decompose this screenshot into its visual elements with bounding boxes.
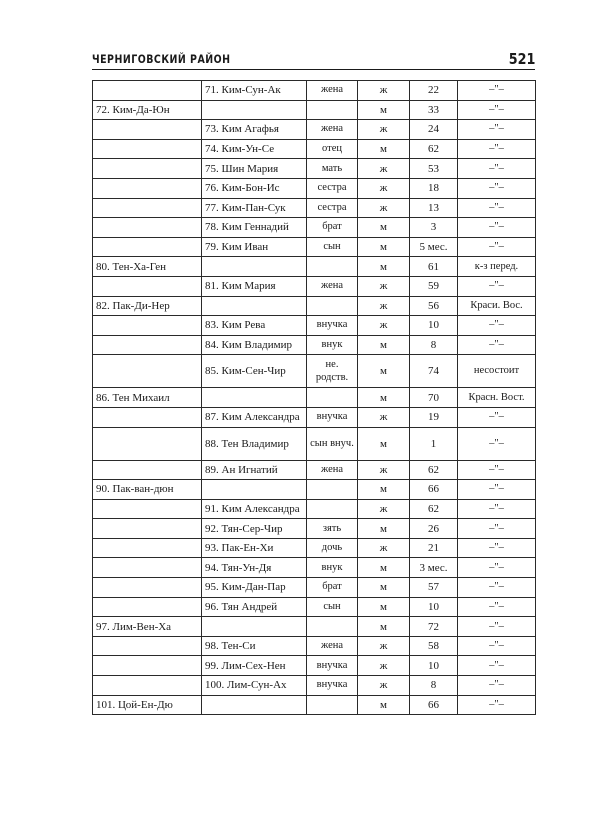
member-name-cell — [202, 695, 307, 715]
age-cell: 5 мес. — [410, 237, 458, 257]
note-cell: –"– — [458, 597, 536, 617]
relation-cell: зять — [307, 519, 358, 539]
age-cell: 33 — [410, 100, 458, 120]
age-cell: 66 — [410, 695, 458, 715]
note-cell: –"– — [458, 578, 536, 598]
relation-cell: внук — [307, 335, 358, 355]
note-cell: –"– — [458, 139, 536, 159]
note-cell: –"– — [458, 218, 536, 238]
table-row — [93, 159, 536, 179]
table-row — [93, 139, 536, 159]
note-cell: несостоит — [458, 355, 536, 388]
household-head-cell — [93, 198, 202, 218]
note-cell: –"– — [458, 81, 536, 101]
sex-cell: ж — [358, 676, 410, 696]
household-head-cell — [93, 178, 202, 198]
household-head-cell — [93, 139, 202, 159]
note-cell: –"– — [458, 460, 536, 480]
household-head-cell — [93, 427, 202, 460]
note-cell: –"– — [458, 276, 536, 296]
member-name-cell: 98. Тен-Си — [202, 636, 307, 656]
age-cell: 56 — [410, 296, 458, 316]
household-head-cell — [93, 276, 202, 296]
table-row — [93, 499, 536, 519]
household-head-cell — [93, 636, 202, 656]
sex-cell: м — [358, 695, 410, 715]
age-cell: 57 — [410, 578, 458, 598]
age-cell: 59 — [410, 276, 458, 296]
age-cell: 22 — [410, 81, 458, 101]
age-cell: 13 — [410, 198, 458, 218]
table-row — [93, 178, 536, 198]
table-row — [93, 100, 536, 120]
member-name-cell: 75. Шин Мария — [202, 159, 307, 179]
member-name-cell — [202, 480, 307, 500]
age-cell: 19 — [410, 407, 458, 427]
member-name-cell — [202, 296, 307, 316]
table-row — [93, 296, 536, 316]
table-row — [93, 695, 536, 715]
table-row — [93, 120, 536, 140]
sex-cell: ж — [358, 499, 410, 519]
table-row — [93, 538, 536, 558]
relation-cell: брат — [307, 218, 358, 238]
note-cell: –"– — [458, 198, 536, 218]
relation-cell: сын внуч. — [307, 427, 358, 460]
sex-cell: м — [358, 617, 410, 637]
note-cell: –"– — [458, 538, 536, 558]
note-cell: –"– — [458, 237, 536, 257]
member-name-cell: 99. Лим-Сех-Нен — [202, 656, 307, 676]
household-head-cell — [93, 237, 202, 257]
household-head-cell: 97. Лим-Вен-Ха — [93, 617, 202, 637]
member-name-cell: 92. Тян-Сер-Чир — [202, 519, 307, 539]
table-row — [93, 257, 536, 277]
note-cell: Красн. Вост. — [458, 388, 536, 408]
age-cell: 70 — [410, 388, 458, 408]
sex-cell: м — [358, 335, 410, 355]
table-row — [93, 676, 536, 696]
age-cell: 62 — [410, 139, 458, 159]
table-row — [93, 276, 536, 296]
household-head-cell: 72. Ким-Да-Юн — [93, 100, 202, 120]
age-cell: 21 — [410, 538, 458, 558]
sex-cell: ж — [358, 407, 410, 427]
table-row — [93, 578, 536, 598]
sex-cell: ж — [358, 636, 410, 656]
household-head-cell — [93, 676, 202, 696]
member-name-cell: 79. Ким Иван — [202, 237, 307, 257]
relation-cell — [307, 100, 358, 120]
age-cell: 74 — [410, 355, 458, 388]
table-row — [93, 355, 536, 388]
running-title: ЧЕРНИГОВСКИЙ РАЙОН — [92, 52, 231, 66]
table-row — [93, 460, 536, 480]
note-cell: –"– — [458, 617, 536, 637]
member-name-cell: 95. Ким-Дан-Пар — [202, 578, 307, 598]
relation-cell: внучка — [307, 407, 358, 427]
member-name-cell — [202, 617, 307, 637]
household-head-cell: 101. Цой-Ен-Дю — [93, 695, 202, 715]
sex-cell: ж — [358, 538, 410, 558]
household-head-cell — [93, 120, 202, 140]
table-row — [93, 407, 536, 427]
member-name-cell: 88. Тен Владимир — [202, 427, 307, 460]
member-name-cell: 76. Ким-Бон-Ис — [202, 178, 307, 198]
note-cell: Краси. Вос. — [458, 296, 536, 316]
household-head-cell: 82. Пак-Ди-Нер — [93, 296, 202, 316]
relation-cell: внучка — [307, 656, 358, 676]
sex-cell: м — [358, 519, 410, 539]
household-head-cell — [93, 499, 202, 519]
household-head-cell — [93, 407, 202, 427]
sex-cell: м — [358, 139, 410, 159]
table-row — [93, 617, 536, 637]
sex-cell: ж — [358, 81, 410, 101]
relation-cell: жена — [307, 276, 358, 296]
member-name-cell: 85. Ким-Сен-Чир — [202, 355, 307, 388]
member-name-cell: 73. Ким Агафья — [202, 120, 307, 140]
sex-cell: м — [358, 480, 410, 500]
age-cell: 72 — [410, 617, 458, 637]
note-cell: –"– — [458, 499, 536, 519]
note-cell: –"– — [458, 558, 536, 578]
sex-cell: ж — [358, 276, 410, 296]
relation-cell — [307, 695, 358, 715]
age-cell: 10 — [410, 656, 458, 676]
age-cell: 66 — [410, 480, 458, 500]
table-row — [93, 480, 536, 500]
relation-cell: внук — [307, 558, 358, 578]
household-head-cell — [93, 335, 202, 355]
note-cell: –"– — [458, 695, 536, 715]
age-cell: 58 — [410, 636, 458, 656]
household-head-cell — [93, 460, 202, 480]
sex-cell: м — [358, 237, 410, 257]
member-name-cell: 100. Лим-Сун-Ах — [202, 676, 307, 696]
relation-cell: отец — [307, 139, 358, 159]
sex-cell: ж — [358, 296, 410, 316]
table-row — [93, 218, 536, 238]
age-cell: 10 — [410, 597, 458, 617]
household-head-cell — [93, 316, 202, 336]
sex-cell: ж — [358, 178, 410, 198]
age-cell: 8 — [410, 676, 458, 696]
roster-body — [93, 81, 536, 715]
age-cell: 3 мес. — [410, 558, 458, 578]
sex-cell: м — [358, 558, 410, 578]
note-cell: к-з перед. — [458, 257, 536, 277]
age-cell: 3 — [410, 218, 458, 238]
member-name-cell: 96. Тян Андрей — [202, 597, 307, 617]
note-cell: –"– — [458, 676, 536, 696]
member-name-cell: 74. Ким-Ун-Се — [202, 139, 307, 159]
table-row — [93, 81, 536, 101]
table-row — [93, 636, 536, 656]
table-row — [93, 237, 536, 257]
household-head-cell: 86. Тен Михаил — [93, 388, 202, 408]
header-rule — [92, 69, 535, 70]
household-head-cell — [93, 656, 202, 676]
sex-cell: м — [358, 388, 410, 408]
member-name-cell: 89. Ан Игнатий — [202, 460, 307, 480]
member-name-cell — [202, 100, 307, 120]
note-cell: –"– — [458, 519, 536, 539]
table-row — [93, 388, 536, 408]
member-name-cell: 81. Ким Мария — [202, 276, 307, 296]
sex-cell: м — [358, 355, 410, 388]
page-header — [92, 44, 535, 70]
table-row — [93, 558, 536, 578]
age-cell: 24 — [410, 120, 458, 140]
household-head-cell — [93, 81, 202, 101]
note-cell: –"– — [458, 316, 536, 336]
relation-cell: сестра — [307, 198, 358, 218]
household-head-cell — [93, 218, 202, 238]
relation-cell — [307, 499, 358, 519]
member-name-cell: 94. Тян-Ун-Дя — [202, 558, 307, 578]
relation-cell: жена — [307, 460, 358, 480]
age-cell: 10 — [410, 316, 458, 336]
member-name-cell: 87. Ким Александра — [202, 407, 307, 427]
note-cell: –"– — [458, 407, 536, 427]
relation-cell: сестра — [307, 178, 358, 198]
sex-cell: м — [358, 100, 410, 120]
household-head-cell — [93, 538, 202, 558]
member-name-cell: 93. Пак-Ен-Хи — [202, 538, 307, 558]
sex-cell: ж — [358, 120, 410, 140]
table-row — [93, 427, 536, 460]
note-cell: –"– — [458, 100, 536, 120]
sex-cell: ж — [358, 198, 410, 218]
note-cell: –"– — [458, 427, 536, 460]
household-head-cell — [93, 597, 202, 617]
household-head-cell — [93, 519, 202, 539]
relation-cell — [307, 257, 358, 277]
relation-cell: внучка — [307, 676, 358, 696]
relation-cell: брат — [307, 578, 358, 598]
member-name-cell — [202, 257, 307, 277]
relation-cell: не. родств. — [307, 355, 358, 388]
note-cell: –"– — [458, 480, 536, 500]
relation-cell — [307, 296, 358, 316]
table-row — [93, 656, 536, 676]
relation-cell: внучка — [307, 316, 358, 336]
household-head-cell — [93, 159, 202, 179]
household-head-cell — [93, 558, 202, 578]
member-name-cell: 91. Ким Александра — [202, 499, 307, 519]
note-cell: –"– — [458, 636, 536, 656]
sex-cell: ж — [358, 460, 410, 480]
sex-cell: ж — [358, 159, 410, 179]
relation-cell: жена — [307, 120, 358, 140]
relation-cell — [307, 388, 358, 408]
table-row — [93, 335, 536, 355]
sex-cell: м — [358, 578, 410, 598]
member-name-cell: 84. Ким Владимир — [202, 335, 307, 355]
table-row — [93, 198, 536, 218]
page-number: 521 — [508, 50, 535, 68]
sex-cell: м — [358, 597, 410, 617]
relation-cell: жена — [307, 636, 358, 656]
age-cell: 62 — [410, 499, 458, 519]
note-cell: –"– — [458, 335, 536, 355]
relation-cell: дочь — [307, 538, 358, 558]
age-cell: 8 — [410, 335, 458, 355]
household-head-cell — [93, 578, 202, 598]
note-cell: –"– — [458, 178, 536, 198]
member-name-cell: 71. Ким-Сун-Ак — [202, 81, 307, 101]
member-name-cell: 78. Ким Геннадий — [202, 218, 307, 238]
sex-cell: м — [358, 427, 410, 460]
note-cell: –"– — [458, 120, 536, 140]
relation-cell: сын — [307, 237, 358, 257]
household-head-cell: 90. Пак-ван-дюн — [93, 480, 202, 500]
roster-table — [92, 80, 536, 715]
sex-cell: ж — [358, 656, 410, 676]
age-cell: 1 — [410, 427, 458, 460]
age-cell: 18 — [410, 178, 458, 198]
sex-cell: м — [358, 257, 410, 277]
sex-cell: м — [358, 218, 410, 238]
age-cell: 61 — [410, 257, 458, 277]
table-row — [93, 316, 536, 336]
sex-cell: ж — [358, 316, 410, 336]
member-name-cell: 77. Ким-Пан-Сук — [202, 198, 307, 218]
age-cell: 62 — [410, 460, 458, 480]
table-row — [93, 597, 536, 617]
member-name-cell: 83. Ким Рева — [202, 316, 307, 336]
age-cell: 26 — [410, 519, 458, 539]
note-cell: –"– — [458, 159, 536, 179]
age-cell: 53 — [410, 159, 458, 179]
table-row — [93, 519, 536, 539]
household-head-cell — [93, 355, 202, 388]
note-cell: –"– — [458, 656, 536, 676]
relation-cell — [307, 480, 358, 500]
household-head-cell: 80. Тен-Ха-Ген — [93, 257, 202, 277]
relation-cell — [307, 617, 358, 637]
member-name-cell — [202, 388, 307, 408]
relation-cell: мать — [307, 159, 358, 179]
relation-cell: жена — [307, 81, 358, 101]
relation-cell: сын — [307, 597, 358, 617]
